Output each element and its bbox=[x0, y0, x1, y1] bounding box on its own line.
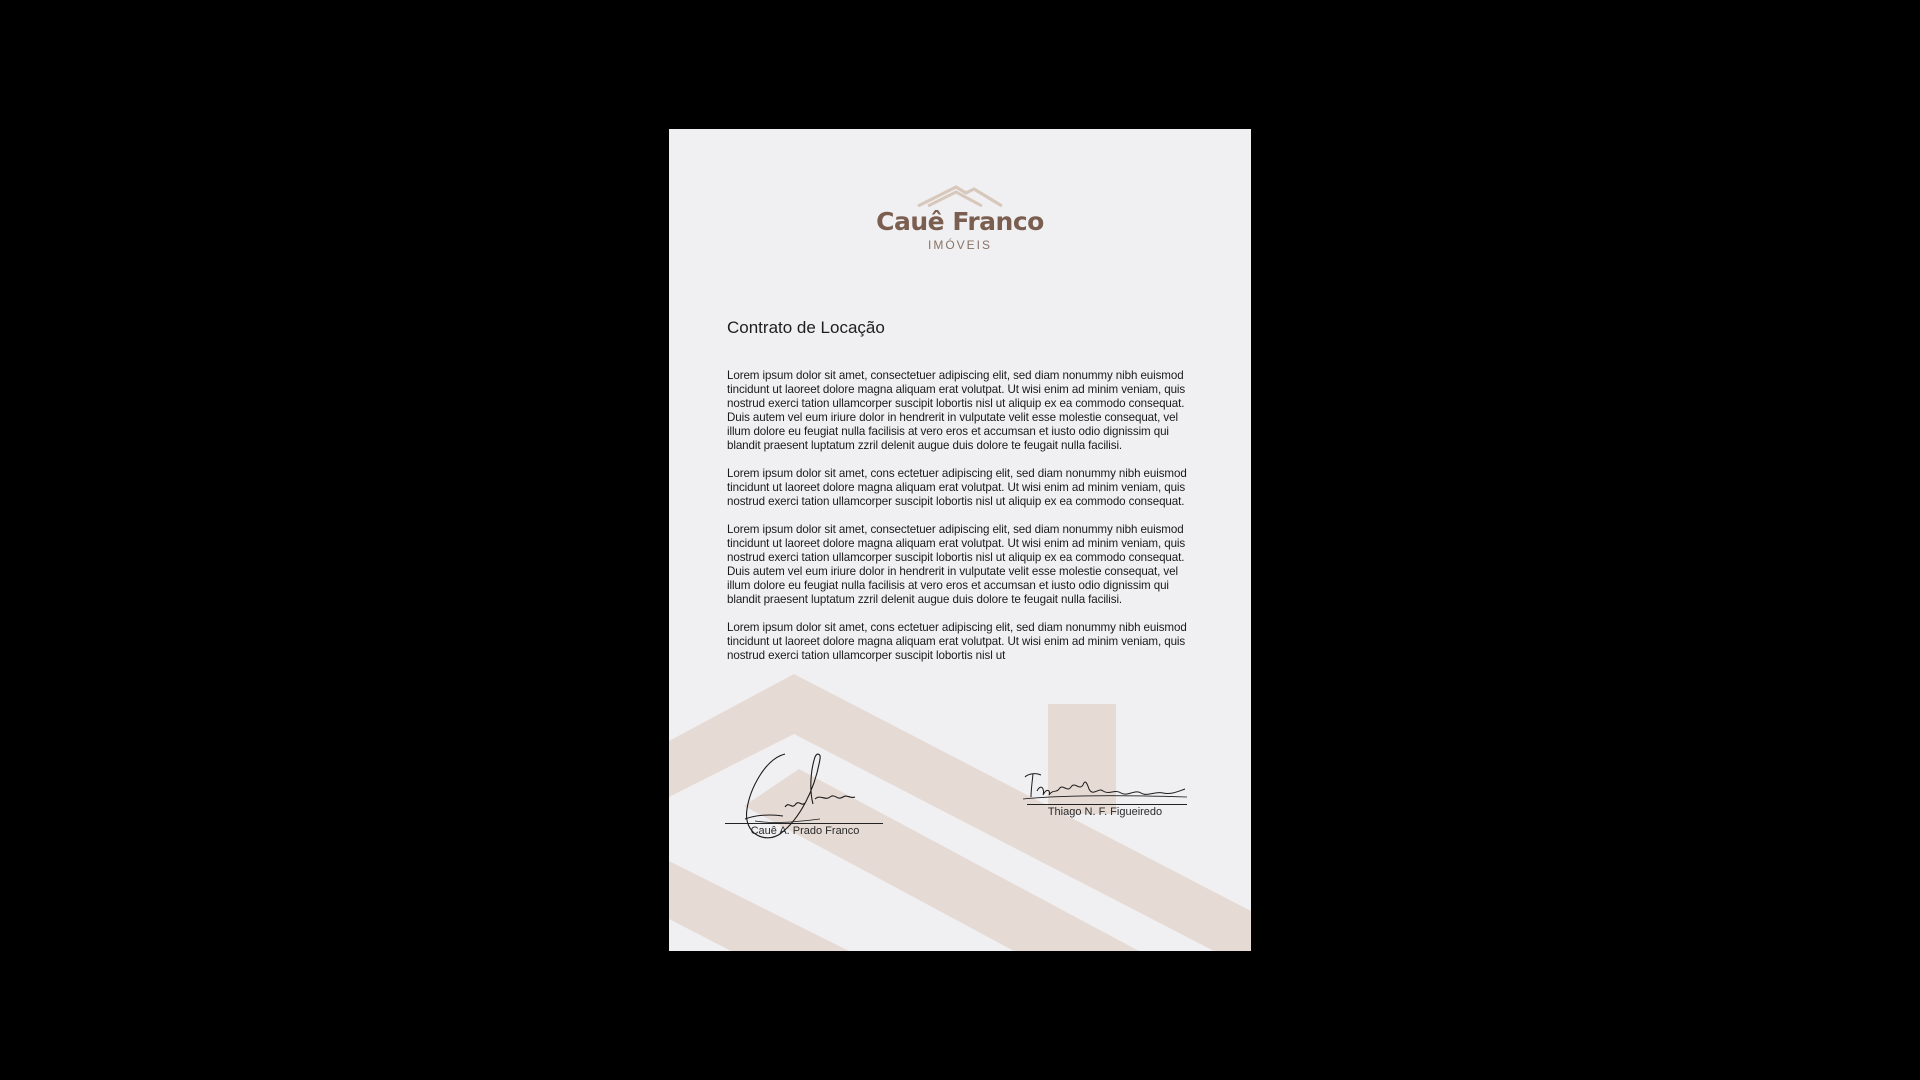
signatory-name-right: Thiago N. F. Figueiredo bbox=[1047, 806, 1163, 818]
brand-subtitle: IMÓVEIS bbox=[927, 238, 992, 252]
document-body bbox=[727, 369, 1197, 677]
brand-name: Cauê Franco bbox=[876, 207, 1044, 236]
brand-logo bbox=[669, 183, 1251, 252]
paragraph: Lorem ipsum dolor sit amet, consectetuer adipiscing elit, sed diam nonummy nibh euismod tincidunt ut laoreet dolore magna aliquam erat volutpat. Ut wisi enim ad minim veniam, quis nostrud exerci tation ullamcorper suscipit lobortis nisl ut aliquip ex ea commodo consequat. Duis autem vel eum iriure dolor in hendrerit in vulputate velit esse molestie consequat, vel illum dolore eu feugiat nulla facilisis at vero eros et accumsan et iusto odio dignissim qui blandit praesent luptatum zzril delenit augue duis dolore te feugait nulla facilisi. bbox=[727, 523, 1186, 606]
paragraph: Lorem ipsum dolor sit amet, cons ectetuer adipiscing elit, sed diam nonummy nibh euismod tincidunt ut laoreet dolore magna aliquam erat volutpat. Ut wisi enim ad minim veniam, quis nostrud exerci tation ullamcorper suscipit lobortis nisl ut bbox=[727, 621, 1187, 662]
document-page bbox=[669, 129, 1251, 951]
signature-line bbox=[725, 823, 883, 824]
house-roof-icon bbox=[910, 183, 1010, 207]
signature-line bbox=[1027, 804, 1187, 805]
paragraph: Lorem ipsum dolor sit amet, consectetuer adipiscing elit, sed diam nonummy nibh euismod tincidunt ut laoreet dolore magna aliquam erat volutpat. Ut wisi enim ad minim veniam, quis nostrud exerci tation ullamcorper suscipit lobortis nisl ut aliquip ex ea commodo consequat. Duis autem vel eum iriure dolor in hendrerit in vulputate velit esse molestie consequat, vel illum dolore eu feugiat nulla facilisis at vero eros et accumsan et iusto odio dignissim qui blandit praesent luptatum zzril delenit augue duis dolore te feugait nulla facilisi. bbox=[727, 369, 1186, 452]
handwritten-signature-right bbox=[1023, 769, 1187, 809]
signatory-name-left: Cauê A. Prado Franco bbox=[750, 825, 860, 837]
paragraph: Lorem ipsum dolor sit amet, cons ectetuer adipiscing elit, sed diam nonummy nibh euismod tincidunt ut laoreet dolore magna aliquam erat volutpat. Ut wisi enim ad minim veniam, quis nostrud exerci tation ullamcorper suscipit lobortis nisl ut aliquip ex ea commodo consequat. bbox=[727, 467, 1187, 508]
document-title: Contrato de Locação bbox=[727, 318, 885, 337]
